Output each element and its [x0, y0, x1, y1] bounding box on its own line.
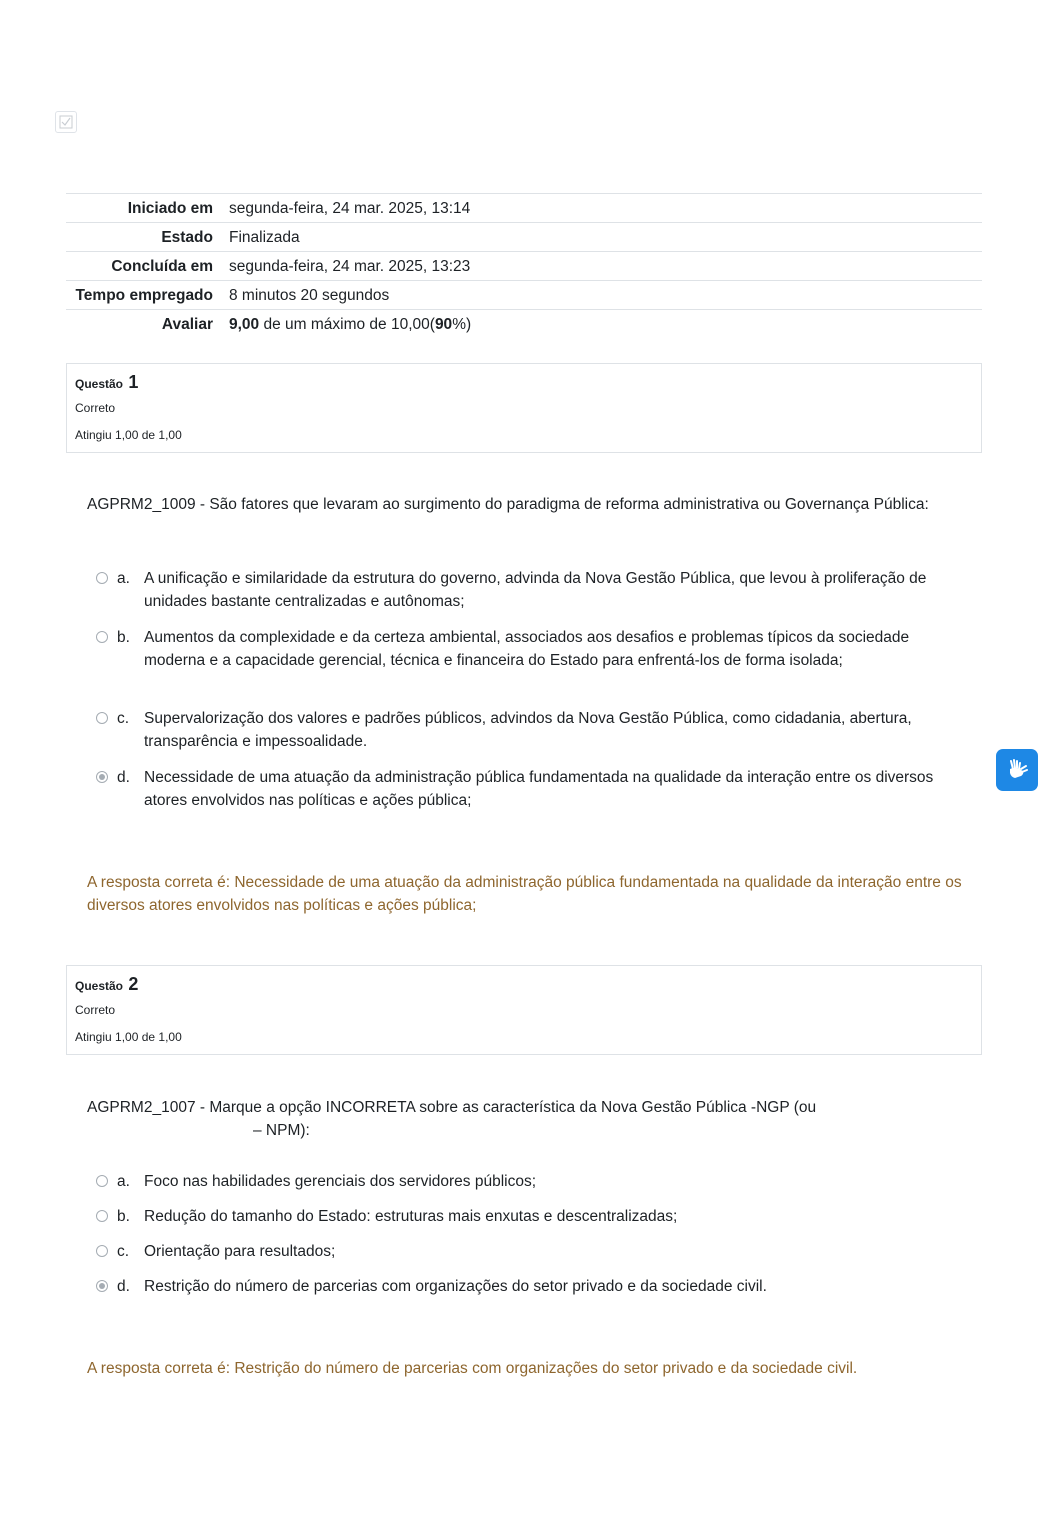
question-grade: Atingiu 1,00 de 1,00: [75, 428, 182, 442]
summary-row: [66, 194, 982, 223]
radio-checked-icon[interactable]: [96, 771, 108, 783]
answer-option[interactable]: [96, 567, 956, 613]
answer-option-selected[interactable]: [96, 766, 956, 812]
option-text: Supervalorização dos valores e padrões públicos, advindos da Nova Gestão Pública, como cidadania, abertura, transparência e impessoalidade.: [144, 710, 912, 750]
answer-option[interactable]: [96, 707, 956, 753]
summary-label: Tempo empregado: [66, 281, 229, 310]
question-text: [87, 1096, 967, 1142]
question-text-line2: – NPM):: [253, 1122, 310, 1139]
option-letter: a.: [117, 1173, 130, 1190]
summary-value: segunda-feira, 24 mar. 2025, 13:23: [229, 252, 982, 281]
question-info-2: [66, 965, 982, 1055]
sign-language-hands-icon: [1004, 757, 1030, 783]
answer-option[interactable]: [96, 1240, 956, 1263]
option-letter: a.: [117, 570, 130, 587]
question-prefix: Questão: [75, 377, 124, 391]
question-number-value: 1: [128, 372, 139, 392]
option-text: Foco nas habilidades gerenciais dos servidores públicos;: [144, 1173, 537, 1190]
summary-value: segunda-feira, 24 mar. 2025, 13:14: [229, 194, 982, 223]
option-text: Aumentos da complexidade e da certeza ambiental, associados aos desafios e problemas típicos da sociedade moderna e a capacidade gerencial, técnica e financeira do Estado para enfrentá-los de forma isolada;: [144, 629, 910, 669]
question-text-line1: AGPRM2_1007 - Marque a opção INCORRETA sobre as característica da Nova Gestão Pública -NGP (ou: [87, 1099, 817, 1116]
answer-option-selected[interactable]: [96, 1275, 956, 1298]
option-letter: b.: [117, 1208, 130, 1225]
option-text: Redução do tamanho do Estado: estruturas mais enxutas e descentralizadas;: [144, 1208, 678, 1225]
option-text: Orientação para resultados;: [144, 1243, 336, 1260]
flag-question-icon[interactable]: [55, 111, 77, 133]
option-text: Necessidade de uma atuação da administração pública fundamentada na qualidade da interação entre os diversos atores envolvidos nas políticas e ações pública;: [144, 769, 934, 809]
answer-option[interactable]: [96, 1170, 956, 1193]
question-number: [75, 974, 138, 995]
option-letter: c.: [117, 710, 130, 727]
answer-option[interactable]: [96, 626, 956, 672]
question-info-1: [66, 363, 982, 453]
attempt-summary-table: [66, 193, 982, 338]
summary-label: Estado: [66, 223, 229, 252]
radio-unchecked-icon[interactable]: [96, 1210, 108, 1222]
grade-score: 9,00: [229, 316, 260, 333]
grade-percent: 90: [434, 316, 453, 333]
radio-checked-icon[interactable]: [96, 1280, 108, 1292]
option-letter: d.: [117, 769, 130, 786]
summary-row: [66, 223, 982, 252]
grade-value: [229, 310, 982, 339]
question-state: Correto: [75, 401, 116, 415]
option-text: Restrição do número de parcerias com organizações do setor privado e da sociedade civil.: [144, 1278, 767, 1295]
question-text: AGPRM2_1009 - São fatores que levaram ao surgimento do paradigma de reforma administrativa ou Governança Pública:: [87, 496, 929, 513]
question-state: Correto: [75, 1003, 116, 1017]
summary-row-grade: [66, 310, 982, 339]
option-letter: d.: [117, 1278, 130, 1295]
correct-answer-feedback: A resposta correta é: Necessidade de uma atuação da administração pública fundamentada na qualidade da interação entre os diversos atores envolvidos nas políticas e ações pública;: [87, 874, 962, 914]
question-number-value: 2: [128, 974, 139, 994]
grade-end: %): [452, 316, 472, 333]
summary-row: [66, 281, 982, 310]
question-grade: Atingiu 1,00 de 1,00: [75, 1030, 182, 1044]
grade-mid: de um máximo de 10,00(: [259, 316, 435, 333]
radio-unchecked-icon[interactable]: [96, 572, 108, 584]
answer-option[interactable]: [96, 1205, 956, 1228]
summary-label: Iniciado em: [66, 194, 229, 223]
radio-unchecked-icon[interactable]: [96, 1175, 108, 1187]
option-letter: c.: [117, 1243, 130, 1260]
summary-row: [66, 252, 982, 281]
summary-value: Finalizada: [229, 223, 982, 252]
radio-unchecked-icon[interactable]: [96, 631, 108, 643]
radio-unchecked-icon[interactable]: [96, 1245, 108, 1257]
summary-label: Avaliar: [66, 310, 229, 339]
question-prefix: Questão: [75, 979, 124, 993]
question-number: [75, 372, 138, 393]
radio-unchecked-icon[interactable]: [96, 712, 108, 724]
option-letter: b.: [117, 629, 130, 646]
summary-label: Concluída em: [66, 252, 229, 281]
option-text: A unificação e similaridade da estrutura do governo, advinda da Nova Gestão Pública, que levou à proliferação de unidades bastante centralizadas e autônomas;: [144, 570, 927, 610]
accessibility-button[interactable]: [996, 749, 1038, 791]
summary-value: 8 minutos 20 segundos: [229, 281, 982, 310]
correct-answer-feedback: A resposta correta é: Restrição do número de parcerias com organizações do setor privado e da sociedade civil.: [87, 1360, 858, 1377]
